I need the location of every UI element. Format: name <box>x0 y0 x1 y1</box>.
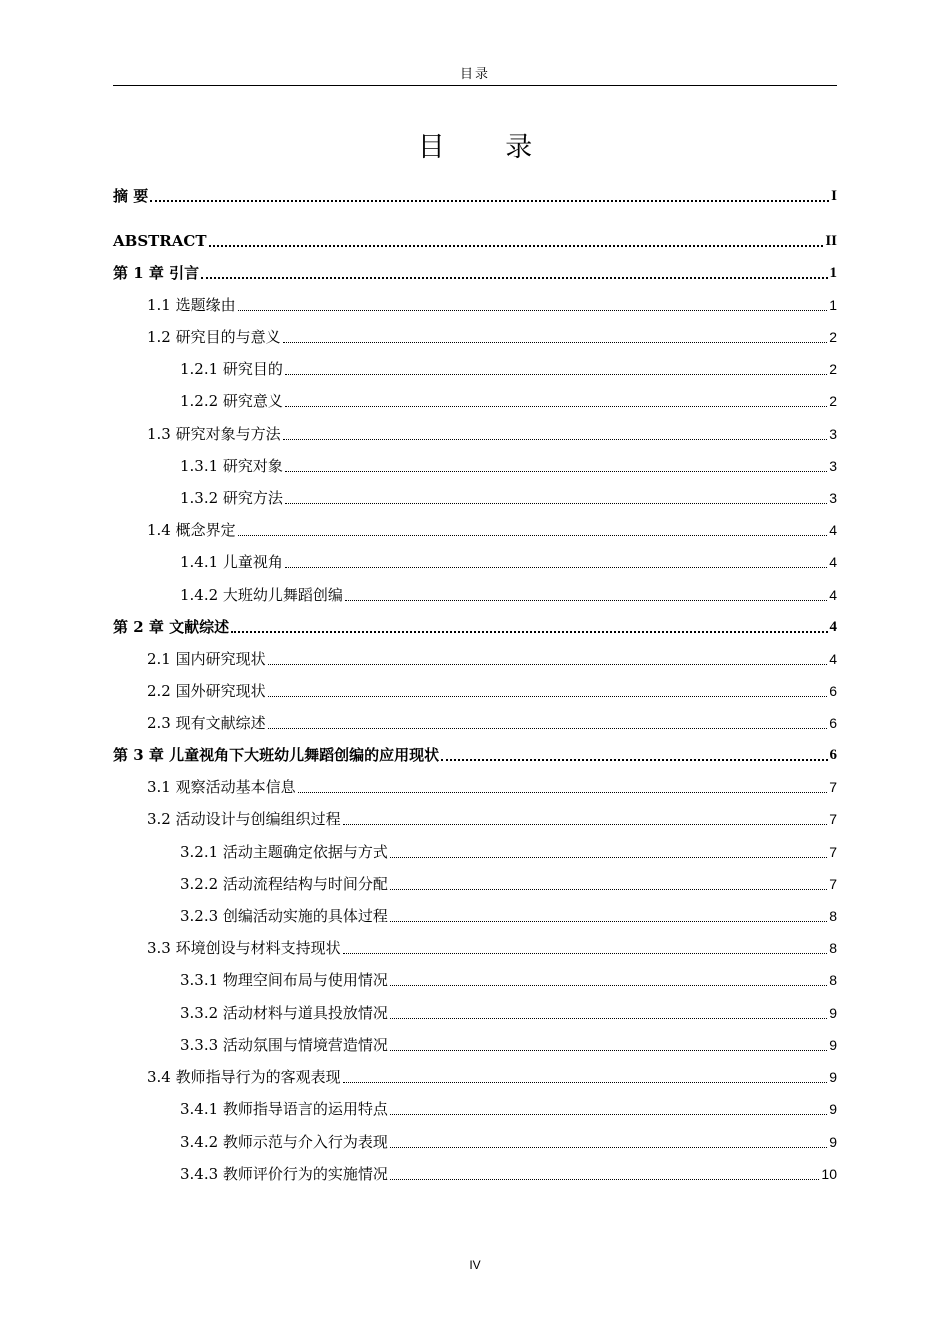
toc-entry-page-number: 2 <box>829 393 837 409</box>
toc-entry-page-number: 9 <box>829 1005 837 1021</box>
toc-entry[interactable] <box>113 1001 837 1023</box>
toc-entry-page-number: 3 <box>829 458 837 474</box>
toc-entry-page-number: 6 <box>829 715 837 731</box>
dot-leader <box>231 631 827 633</box>
dot-leader <box>285 567 827 568</box>
toc-entry-label: 第 1 章 引言 <box>113 264 200 282</box>
toc-entry-label: 1.3.2 研究方法 <box>180 489 283 507</box>
toc-entry-page-number: 9 <box>829 1069 837 1085</box>
toc-entry-page-number: 8 <box>829 908 837 924</box>
toc-entry-page-number: 9 <box>829 1134 837 1150</box>
toc-entry-page-number: 4 <box>829 651 837 667</box>
toc-entry[interactable] <box>113 936 837 958</box>
toc-entry-label: 3.4.3 教师评价行为的实施情况 <box>180 1165 388 1183</box>
toc-entry-page-number: 3 <box>829 426 837 442</box>
toc-title: 目 录 <box>417 132 559 163</box>
toc-entry[interactable] <box>113 615 837 637</box>
toc-entry-label: 3.3.3 活动氛围与情境营造情况 <box>180 1036 388 1054</box>
toc-entry[interactable] <box>113 325 837 347</box>
toc-entry-label: 第 3 章 儿童视角下大班幼儿舞蹈创编的应用现状 <box>113 746 440 764</box>
toc-entry-page-number: 9 <box>829 1037 837 1053</box>
toc-entry-label: 1.3 研究对象与方法 <box>147 425 281 443</box>
dot-leader <box>283 439 828 440</box>
toc-entry[interactable] <box>113 807 837 829</box>
toc-entry[interactable] <box>113 357 837 379</box>
toc-entry[interactable] <box>113 904 837 926</box>
toc-entry-label: 3.2.2 活动流程结构与时间分配 <box>180 875 388 893</box>
toc-entry[interactable] <box>113 486 837 508</box>
toc-entry[interactable] <box>113 1162 837 1184</box>
toc-entry[interactable] <box>113 293 837 315</box>
dot-leader <box>285 374 827 375</box>
toc-entry-page-number: 7 <box>829 876 837 892</box>
toc-entry[interactable] <box>113 872 837 894</box>
dot-leader <box>238 535 828 536</box>
toc-entry[interactable] <box>113 184 837 206</box>
dot-leader <box>268 664 828 665</box>
dot-leader <box>390 857 827 858</box>
toc-entry-label: 3.4.2 教师示范与介入行为表现 <box>180 1133 388 1151</box>
dot-leader <box>343 824 828 825</box>
toc-entry-label: 3.4 教师指导行为的客观表现 <box>147 1068 341 1086</box>
toc-entry-label: ABSTRACT <box>113 232 207 250</box>
dot-leader <box>283 342 828 343</box>
toc-entry-label: 2.1 国内研究现状 <box>147 650 266 668</box>
toc-entry-page-number: 4 <box>829 619 837 635</box>
toc-entry[interactable] <box>113 583 837 605</box>
dot-leader <box>390 1018 827 1019</box>
toc-entry[interactable] <box>113 518 837 540</box>
toc-entry[interactable] <box>113 422 837 444</box>
toc-entry[interactable] <box>113 775 837 797</box>
toc-entry-page-number: 2 <box>829 329 837 345</box>
dot-leader <box>150 200 829 202</box>
dot-leader <box>390 889 827 890</box>
toc-entry[interactable] <box>113 389 837 411</box>
toc-entry-label: 3.2 活动设计与创编组织过程 <box>147 810 341 828</box>
toc-entry-page-number: II <box>825 233 837 249</box>
toc-entry-page-number: 10 <box>821 1166 837 1182</box>
dot-leader <box>209 245 824 247</box>
toc-entry[interactable] <box>113 840 837 862</box>
toc-entry-label: 3.3 环境创设与材料支持现状 <box>147 939 341 957</box>
toc-entry[interactable] <box>113 550 837 572</box>
dot-leader <box>268 728 828 729</box>
dot-leader <box>390 921 827 922</box>
toc-entry-page-number: 7 <box>829 811 837 827</box>
page-number: IV <box>469 1258 481 1272</box>
dot-leader <box>390 1050 827 1051</box>
toc-entry-label: 3.3.1 物理空间布局与使用情况 <box>180 971 388 989</box>
dot-leader <box>390 1147 827 1148</box>
toc-entry-page-number: 8 <box>829 940 837 956</box>
toc-entry-label: 3.2.3 创编活动实施的具体过程 <box>180 907 388 925</box>
toc-entry[interactable] <box>113 229 837 251</box>
toc-entry-page-number: 7 <box>829 779 837 795</box>
toc-entry-label: 1.2.1 研究目的 <box>180 360 283 378</box>
dot-leader <box>285 471 827 472</box>
toc-entry-label: 1.2 研究目的与意义 <box>147 328 281 346</box>
toc-entry-label: 3.3.2 活动材料与道具投放情况 <box>180 1004 388 1022</box>
toc-entry-label: 摘 要 <box>113 187 149 205</box>
toc-entry-label: 1.3.1 研究对象 <box>180 457 283 475</box>
toc-entry-page-number: 8 <box>829 972 837 988</box>
toc-entry[interactable] <box>113 647 837 669</box>
toc-entry[interactable] <box>113 711 837 733</box>
toc-entry-page-number: 9 <box>829 1101 837 1117</box>
dot-leader <box>390 1114 827 1115</box>
toc-entry-label: 1.1 选题缘由 <box>147 296 236 314</box>
dot-leader <box>390 1179 819 1180</box>
toc-entry-page-number: 1 <box>829 297 837 313</box>
dot-leader <box>345 600 827 601</box>
toc-entry-page-number: 2 <box>829 361 837 377</box>
toc-entry-page-number: 7 <box>829 844 837 860</box>
toc-entry[interactable] <box>113 1130 837 1152</box>
toc-entry-label: 1.4 概念界定 <box>147 521 236 539</box>
dot-leader <box>285 406 827 407</box>
toc-entry-page-number: I <box>831 188 837 204</box>
header-rule <box>113 85 837 86</box>
toc-entry-label: 1.4.1 儿童视角 <box>180 553 283 571</box>
toc-entry-label: 第 2 章 文献综述 <box>113 618 230 636</box>
dot-leader <box>441 759 827 761</box>
toc-entry[interactable] <box>113 1065 837 1087</box>
dot-leader <box>343 1082 828 1083</box>
toc-entry-page-number: 6 <box>829 683 837 699</box>
dot-leader <box>298 792 828 793</box>
dot-leader <box>268 696 828 697</box>
toc-entry-label: 1.2.2 研究意义 <box>180 392 283 410</box>
toc-entry-label: 2.2 国外研究现状 <box>147 682 266 700</box>
running-header: 目录 <box>459 67 490 82</box>
toc-entry[interactable] <box>113 743 837 765</box>
dot-leader <box>343 953 828 954</box>
toc-entry-label: 3.4.1 教师指导语言的运用特点 <box>180 1100 388 1118</box>
dot-leader <box>390 985 827 986</box>
toc-entry-label: 1.4.2 大班幼儿舞蹈创编 <box>180 586 343 604</box>
toc-entry[interactable] <box>113 679 837 701</box>
toc-entry-page-number: 3 <box>829 490 837 506</box>
toc-entry[interactable] <box>113 968 837 990</box>
dot-leader <box>238 310 828 311</box>
dot-leader <box>201 277 827 279</box>
toc-entry[interactable] <box>113 454 837 476</box>
toc-entry-page-number: 6 <box>829 747 837 763</box>
toc-entry[interactable] <box>113 1097 837 1119</box>
toc-entry-page-number: 4 <box>829 587 837 603</box>
toc-entry-label: 3.2.1 活动主题确定依据与方式 <box>180 843 388 861</box>
toc-entry-page-number: 4 <box>829 554 837 570</box>
toc-entry-page-number: 4 <box>829 522 837 538</box>
toc-entry-label: 2.3 现有文献综述 <box>147 714 266 732</box>
toc-entry[interactable] <box>113 261 837 283</box>
dot-leader <box>285 503 827 504</box>
toc-entry[interactable] <box>113 1033 837 1055</box>
toc-entry-label: 3.1 观察活动基本信息 <box>147 778 296 796</box>
toc-entry-page-number: 1 <box>829 265 837 281</box>
